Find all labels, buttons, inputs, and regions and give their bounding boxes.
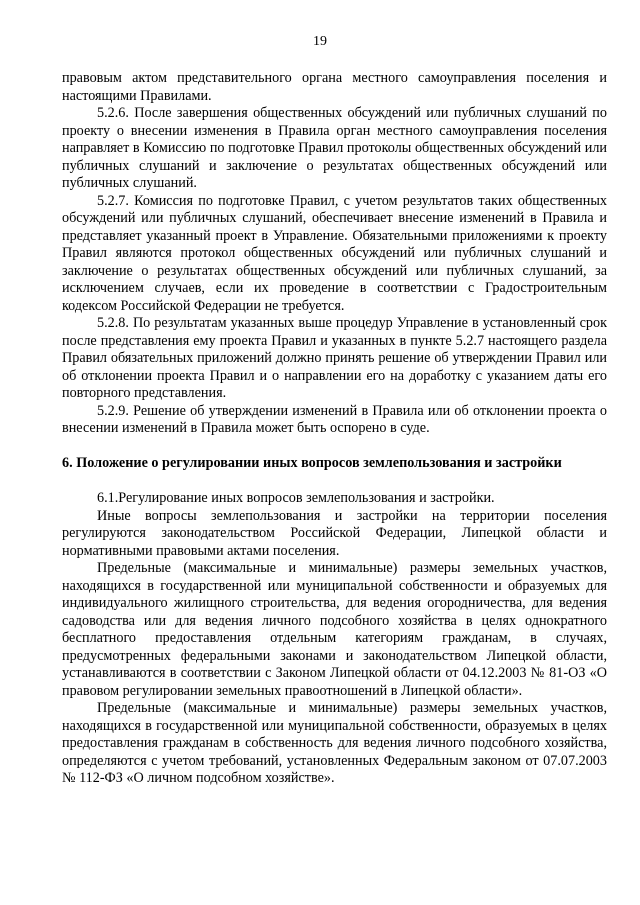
paragraph-5-2-6: 5.2.6. После завершения общественных обсуждений или публичных слушаний по проекту о внесении изменения в Правила орган местного самоуправления поселения направляет в Комиссию по подготовке Правил протоколы общественных обсуждений или публичных слушаний и заключение о результатах общественных обсуждений или публичных слушаний. xyxy=(62,105,607,191)
paragraph-5-2-9: 5.2.9. Решение об утверждении изменений в Правила или об отклонении проекта о внесении изменений в Правила может быть оспорено в суде. xyxy=(62,402,607,436)
paragraph-other-questions: Иные вопросы землепользования и застройки на территории поселения регулируются законодательством Российской Федерации, Липецкой области и нормативными правовыми актами поселения. xyxy=(62,507,607,559)
paragraph-continuation: правовым актом представительного органа местного самоуправления поселения и настоящими Правилами. xyxy=(62,70,607,104)
section-heading: 6. Положение о регулировании иных вопросов землепользования и застройки xyxy=(62,454,562,471)
page-number: 19 xyxy=(313,34,327,49)
paragraph-6-1: 6.1.Регулирование иных вопросов землепользования и застройки. xyxy=(97,490,495,506)
paragraph-subsidiary-farming: Предельные (максимальные и минимальные) размеры земельных участков, находящихся в государственной или муниципальной собственности, образуемых в целях предоставления гражданам в собственность для ведения личного подсобного хозяйства, определяются с учетом требований, установленных Федеральным законом от 07.07.2003 № 112-ФЗ «О личном подсобном хозяйстве». xyxy=(62,700,607,786)
paragraph-land-size-limits: Предельные (максимальные и минимальные) размеры земельных участков, находящихся в государственной или муниципальной собственности и образуемых для индивидуального жилищного строительства, для ведения огородничества, для ведения садоводства или для ведения личного подсобного хозяйства в целях однократного бесплатного предоставления отдельным категориям гражданам, в случаях, предусмотренных федеральными законами и законодательством Липецкой области, устанавливаются в соответствии с Законом Липецкой области от 04.12.2003 № 81-ОЗ «О правовом регулировании земельных правоотношений в Липецкой области». xyxy=(62,560,607,699)
paragraph-5-2-7: 5.2.7. Комиссия по подготовке Правил, с учетом результатов таких общественных обсуждений или публичных слушаний, обеспечивает внесение изменений в Правила и представляет указанный проект в Управление. Обязательными приложениями к проекту Правил являются протокол общественных обсуждений или публичных слушаний и заключение о результатах общественных обсуждений или публичных слушаний, за исключением случаев, если их проведение в соответствии с Градостроительным кодексом Российской Федерации не требуется. xyxy=(62,192,607,314)
paragraph-5-2-8: 5.2.8. По результатам указанных выше процедур Управление в установленный срок после представления ему проекта Правил и указанных в пункте 5.2.7 настоящего раздела Правил обязательных приложений должно принять решение об утверждении Правил или об отклонении проекта Правил и о направлении его на доработку с указанием даты его повторного представления. xyxy=(62,315,607,401)
document-body xyxy=(62,70,607,788)
